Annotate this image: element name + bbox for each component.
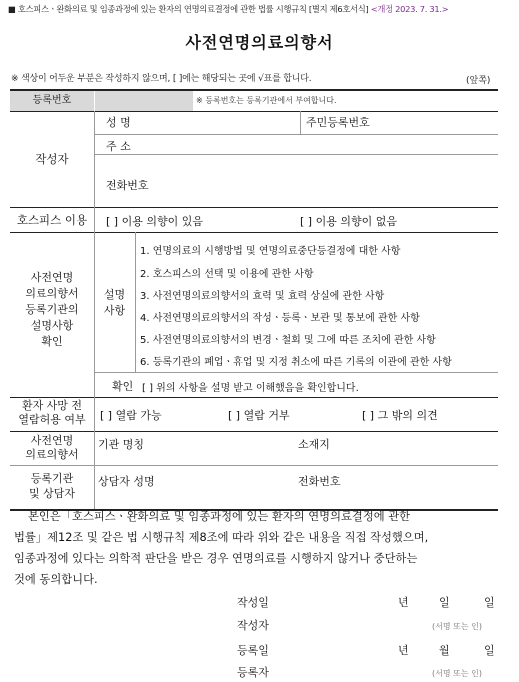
instruction-note: ※ 색상이 어두운 부분은 작성하지 않으며, [ ]에는 해당되는 곳에 √표를 합니다. bbox=[11, 74, 312, 84]
consent-statement: 본인은「호스피스ㆍ완화의료 및 임종과정에 있는 환자의 연명의료결정에 관한 법률」제12조 및 같은 법 시행규칙 제8조에 따라 위와 같은 내용을 직접 작성했으며, 임종과정에 있다는 의학적 판단을 받은 경우 연명의료를 시행하지 않거나 중단하는 것에 동의합니다. bbox=[14, 510, 429, 586]
viewing-label: 환자 사망 전 열람허용 여부 bbox=[18, 399, 86, 426]
explanation-sub-label: 설명 사항 bbox=[103, 288, 126, 317]
location-label: 소재지 bbox=[298, 438, 330, 451]
written-date-label: 작성일 bbox=[237, 596, 269, 609]
confirm-checkbox[interactable]: [ ] 위의 사항을 설명 받고 이해했음을 확인합니다. bbox=[142, 383, 359, 394]
month-label: 일 bbox=[439, 596, 450, 609]
explanation-label: 사전연명 의료의향서 등록기관의 설명사항 확인 bbox=[25, 271, 79, 348]
writer-sign-hint: (서명 또는 인) bbox=[432, 622, 482, 631]
explanation-item-3: 3. 사전연명의료의향서의 효력 및 효력 상실에 관한 사항 bbox=[140, 291, 385, 302]
year-label: 년 bbox=[398, 596, 409, 609]
reg-date-label: 등록일 bbox=[237, 644, 269, 657]
registration-label: 등록번호 bbox=[32, 95, 72, 106]
form-header bbox=[8, 3, 448, 15]
storage-label: 사전연명 의료의향서 bbox=[25, 434, 79, 461]
page-title: 사전연명의료의향서 bbox=[185, 33, 334, 52]
registrar-label: 등록자 bbox=[237, 666, 269, 679]
explanation-item-5: 5. 사전연명의료의향서의 변경ㆍ철회 및 그에 따른 조치에 관한 사항 bbox=[140, 335, 436, 346]
writer-label: 작성자 bbox=[237, 619, 269, 632]
hospice-label: 호스피스 이용 bbox=[16, 213, 88, 227]
author-name-label: 성 명 bbox=[106, 116, 131, 129]
explanation-item-1: 1. 연명의료의 시행방법 및 연명의료중단등결정에 대한 사항 bbox=[140, 246, 401, 257]
registration-note: ※ 등록번호는 등록기관에서 부여합니다. bbox=[196, 96, 337, 105]
explanation-item-4: 4. 사전연명의료의향서의 작성ㆍ등록ㆍ보관 및 통보에 관한 사항 bbox=[140, 313, 420, 324]
explanation-item-2: 2. 호스피스의 선택 및 이용에 관한 사항 bbox=[140, 269, 314, 280]
form-table bbox=[10, 89, 498, 511]
registrar-sign-hint: (서명 또는 인) bbox=[432, 669, 482, 678]
reg-day-label: 일 bbox=[484, 644, 495, 657]
institution-label: 기관 명칭 bbox=[98, 438, 145, 451]
counselor-label: 상담자 성명 bbox=[98, 475, 155, 488]
confirm-label: 확인 bbox=[112, 380, 134, 393]
agency-phone-label: 전화번호 bbox=[298, 475, 341, 488]
explanation-item-6: 6. 등록기관의 폐업ㆍ휴업 및 지정 취소에 따른 기록의 이관에 관한 사항 bbox=[140, 357, 452, 368]
author-address-label: 주 소 bbox=[106, 140, 131, 153]
day-label: 일 bbox=[484, 596, 495, 609]
viewing-deny-option[interactable]: [ ] 열람 거부 bbox=[228, 409, 290, 422]
author-phone-label: 전화번호 bbox=[106, 179, 149, 192]
author-label: 작성자 bbox=[35, 152, 69, 166]
revision-date: <개정 2023. 7. 31.> bbox=[370, 4, 449, 14]
author-rrn-label: 주민등록번호 bbox=[306, 116, 370, 129]
reg-year-label: 년 bbox=[398, 644, 409, 657]
reg-month-label: 월 bbox=[439, 644, 450, 657]
form-header-text: ■ 호스피스ㆍ완화의료 및 임종과정에 있는 환자의 연명의료결정에 관한 법률 시행규칙 [별지 제6호서식] bbox=[8, 4, 371, 14]
hospice-yes-option[interactable]: [ ] 이용 의향이 있음 bbox=[106, 215, 203, 228]
hospice-no-option[interactable]: [ ] 이용 의향이 없음 bbox=[300, 215, 397, 228]
agency-label: 등록기관 및 상담자 bbox=[28, 472, 75, 500]
viewing-other-option[interactable]: [ ] 그 밖의 의견 bbox=[362, 409, 438, 422]
page-side-label: (앞쪽) bbox=[466, 76, 491, 86]
viewing-allow-option[interactable]: [ ] 열람 가능 bbox=[100, 409, 162, 422]
